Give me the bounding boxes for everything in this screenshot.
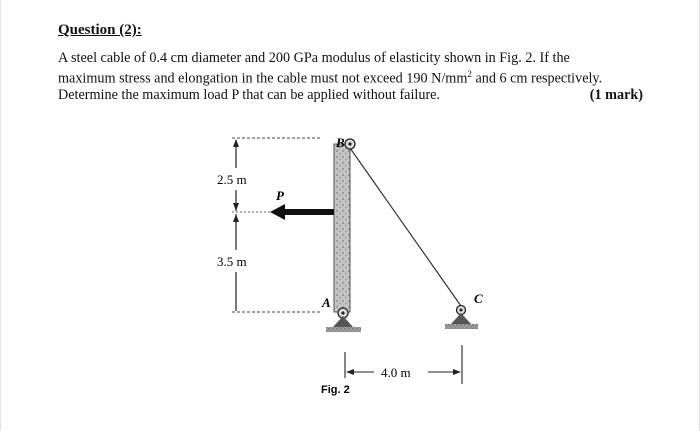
steel-cable — [350, 148, 461, 306]
problem-line-2-end: and 6 cm respectively. — [471, 70, 603, 87]
ground-c — [445, 324, 478, 329]
pin-b-center — [348, 142, 351, 145]
figure-caption: Fig. 2 — [321, 384, 350, 396]
dim-arrow-h-right — [453, 369, 461, 375]
dim-arrow-h-left — [346, 369, 354, 375]
dim-label-horizontal: 4.0 m — [381, 365, 411, 380]
problem-line-3-text: Determine the maximum load P that can be applied without failure. — [58, 86, 441, 103]
ground-a — [326, 327, 361, 332]
column-member — [334, 144, 350, 312]
load-arrow-head — [270, 204, 285, 220]
question-heading: Question (2): — [58, 22, 142, 38]
marks-label: (1 mark) — [589, 86, 643, 103]
load-label-p: P — [276, 188, 284, 203]
point-b-label: B — [336, 135, 345, 150]
pin-c-center — [460, 309, 463, 312]
point-a-label: A — [322, 295, 331, 310]
point-c-label: C — [474, 291, 483, 306]
support-a — [333, 316, 353, 327]
dim-arrow-upper-end — [233, 203, 239, 211]
support-c — [451, 313, 471, 324]
dim-arrow-top — [233, 139, 239, 147]
pin-a-center — [341, 311, 344, 314]
problem-line-2-text: maximum stress and elongation in the cable must not exceed 190 N/mm — [58, 70, 468, 87]
problem-line-1: A steel cable of 0.4 cm diameter and 200 GPa modulus of elasticity shown in Fig. 2. If the — [58, 50, 570, 66]
dim-label-lower: 3.5 m — [217, 254, 247, 269]
dim-label-upper: 2.5 m — [217, 172, 247, 187]
load-arrow-shaft — [283, 209, 334, 215]
dim-arrow-lower-start — [233, 214, 239, 222]
superscript: 2 — [467, 69, 472, 79]
